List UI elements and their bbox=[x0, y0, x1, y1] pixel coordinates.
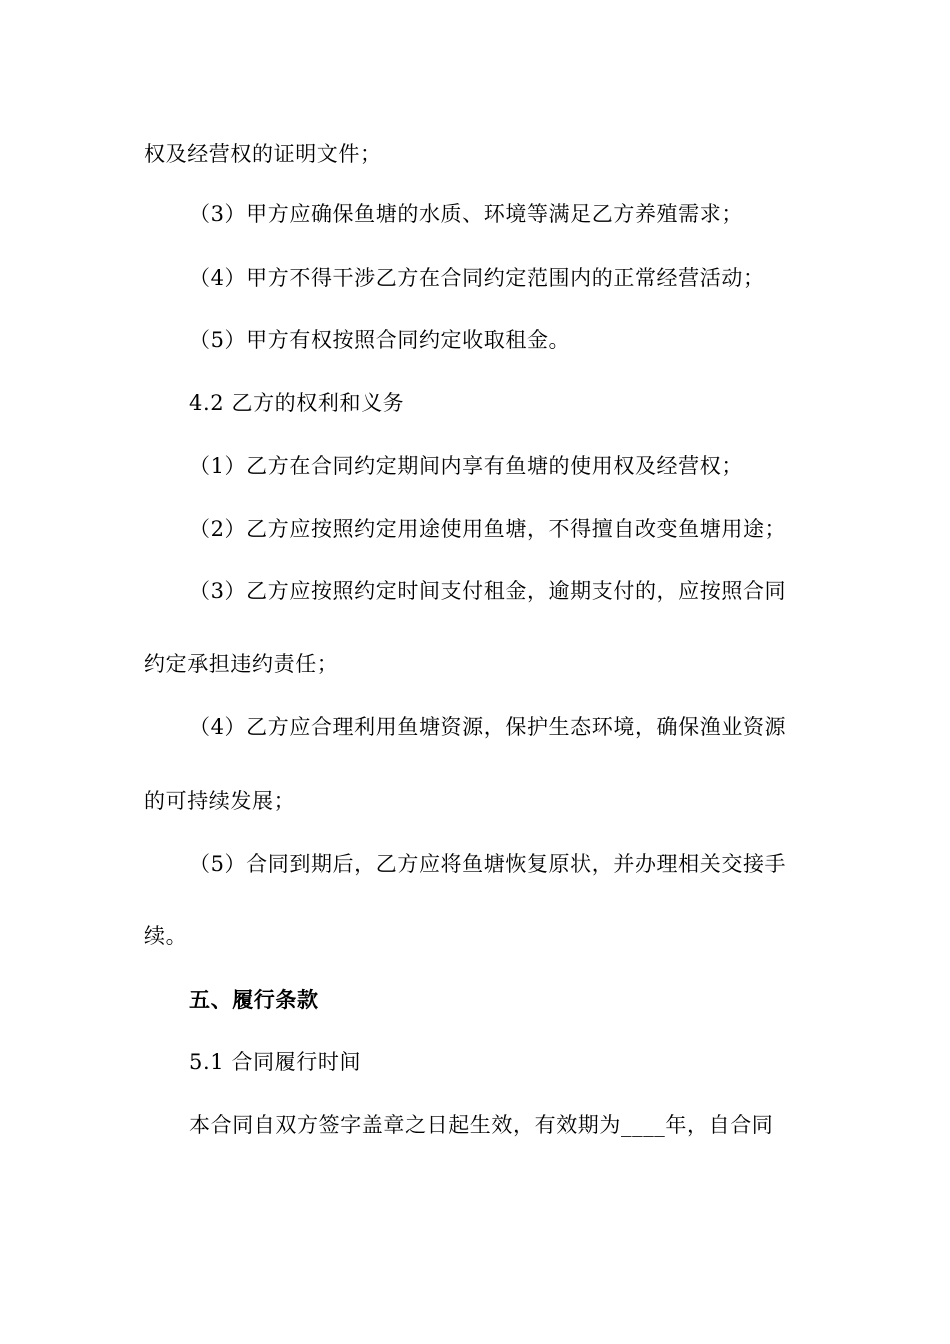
party-b-duty-1: （1）乙方在合同约定期间内享有鱼塘的使用权及经营权； bbox=[189, 454, 743, 478]
party-a-duty-4: （4）甲方不得干涉乙方在合同约定范围内的正常经营活动； bbox=[189, 266, 765, 290]
party-a-duty-3: （3）甲方应确保鱼塘的水质、环境等满足乙方养殖需求； bbox=[189, 202, 743, 226]
party-b-duty-5-continuation: 续。 bbox=[144, 924, 188, 948]
section-heading-5: 五、履行条款 bbox=[189, 987, 319, 1012]
party-b-duty-5: （5）合同到期后，乙方应将鱼塘恢复原状，并办理相关交接手 bbox=[189, 852, 787, 876]
party-b-duty-3: （3）乙方应按照约定时间支付租金，逾期支付的，应按照合同 bbox=[189, 579, 787, 603]
section-heading-4-2: 4.2 乙方的权利和义务 bbox=[189, 391, 405, 415]
section-heading-5-1: 5.1 合同履行时间 bbox=[189, 1050, 362, 1074]
party-a-duty-5: （5）甲方有权按照合同约定收取租金。 bbox=[189, 328, 571, 352]
party-b-duty-3-continuation: 约定承担违约责任； bbox=[144, 652, 339, 676]
party-b-duty-2: （2）乙方应按照约定用途使用鱼塘，不得擅自改变鱼塘用途； bbox=[189, 517, 787, 541]
paragraph-line-continuation: 权及经营权的证明文件； bbox=[144, 142, 382, 166]
party-b-duty-4: （4）乙方应合理利用鱼塘资源，保护生态环境，确保渔业资源 bbox=[189, 715, 787, 739]
contract-term-paragraph: 本合同自双方签字盖章之日起生效，有效期为____年，自合同 bbox=[189, 1113, 774, 1137]
party-b-duty-4-continuation: 的可持续发展； bbox=[144, 789, 296, 813]
